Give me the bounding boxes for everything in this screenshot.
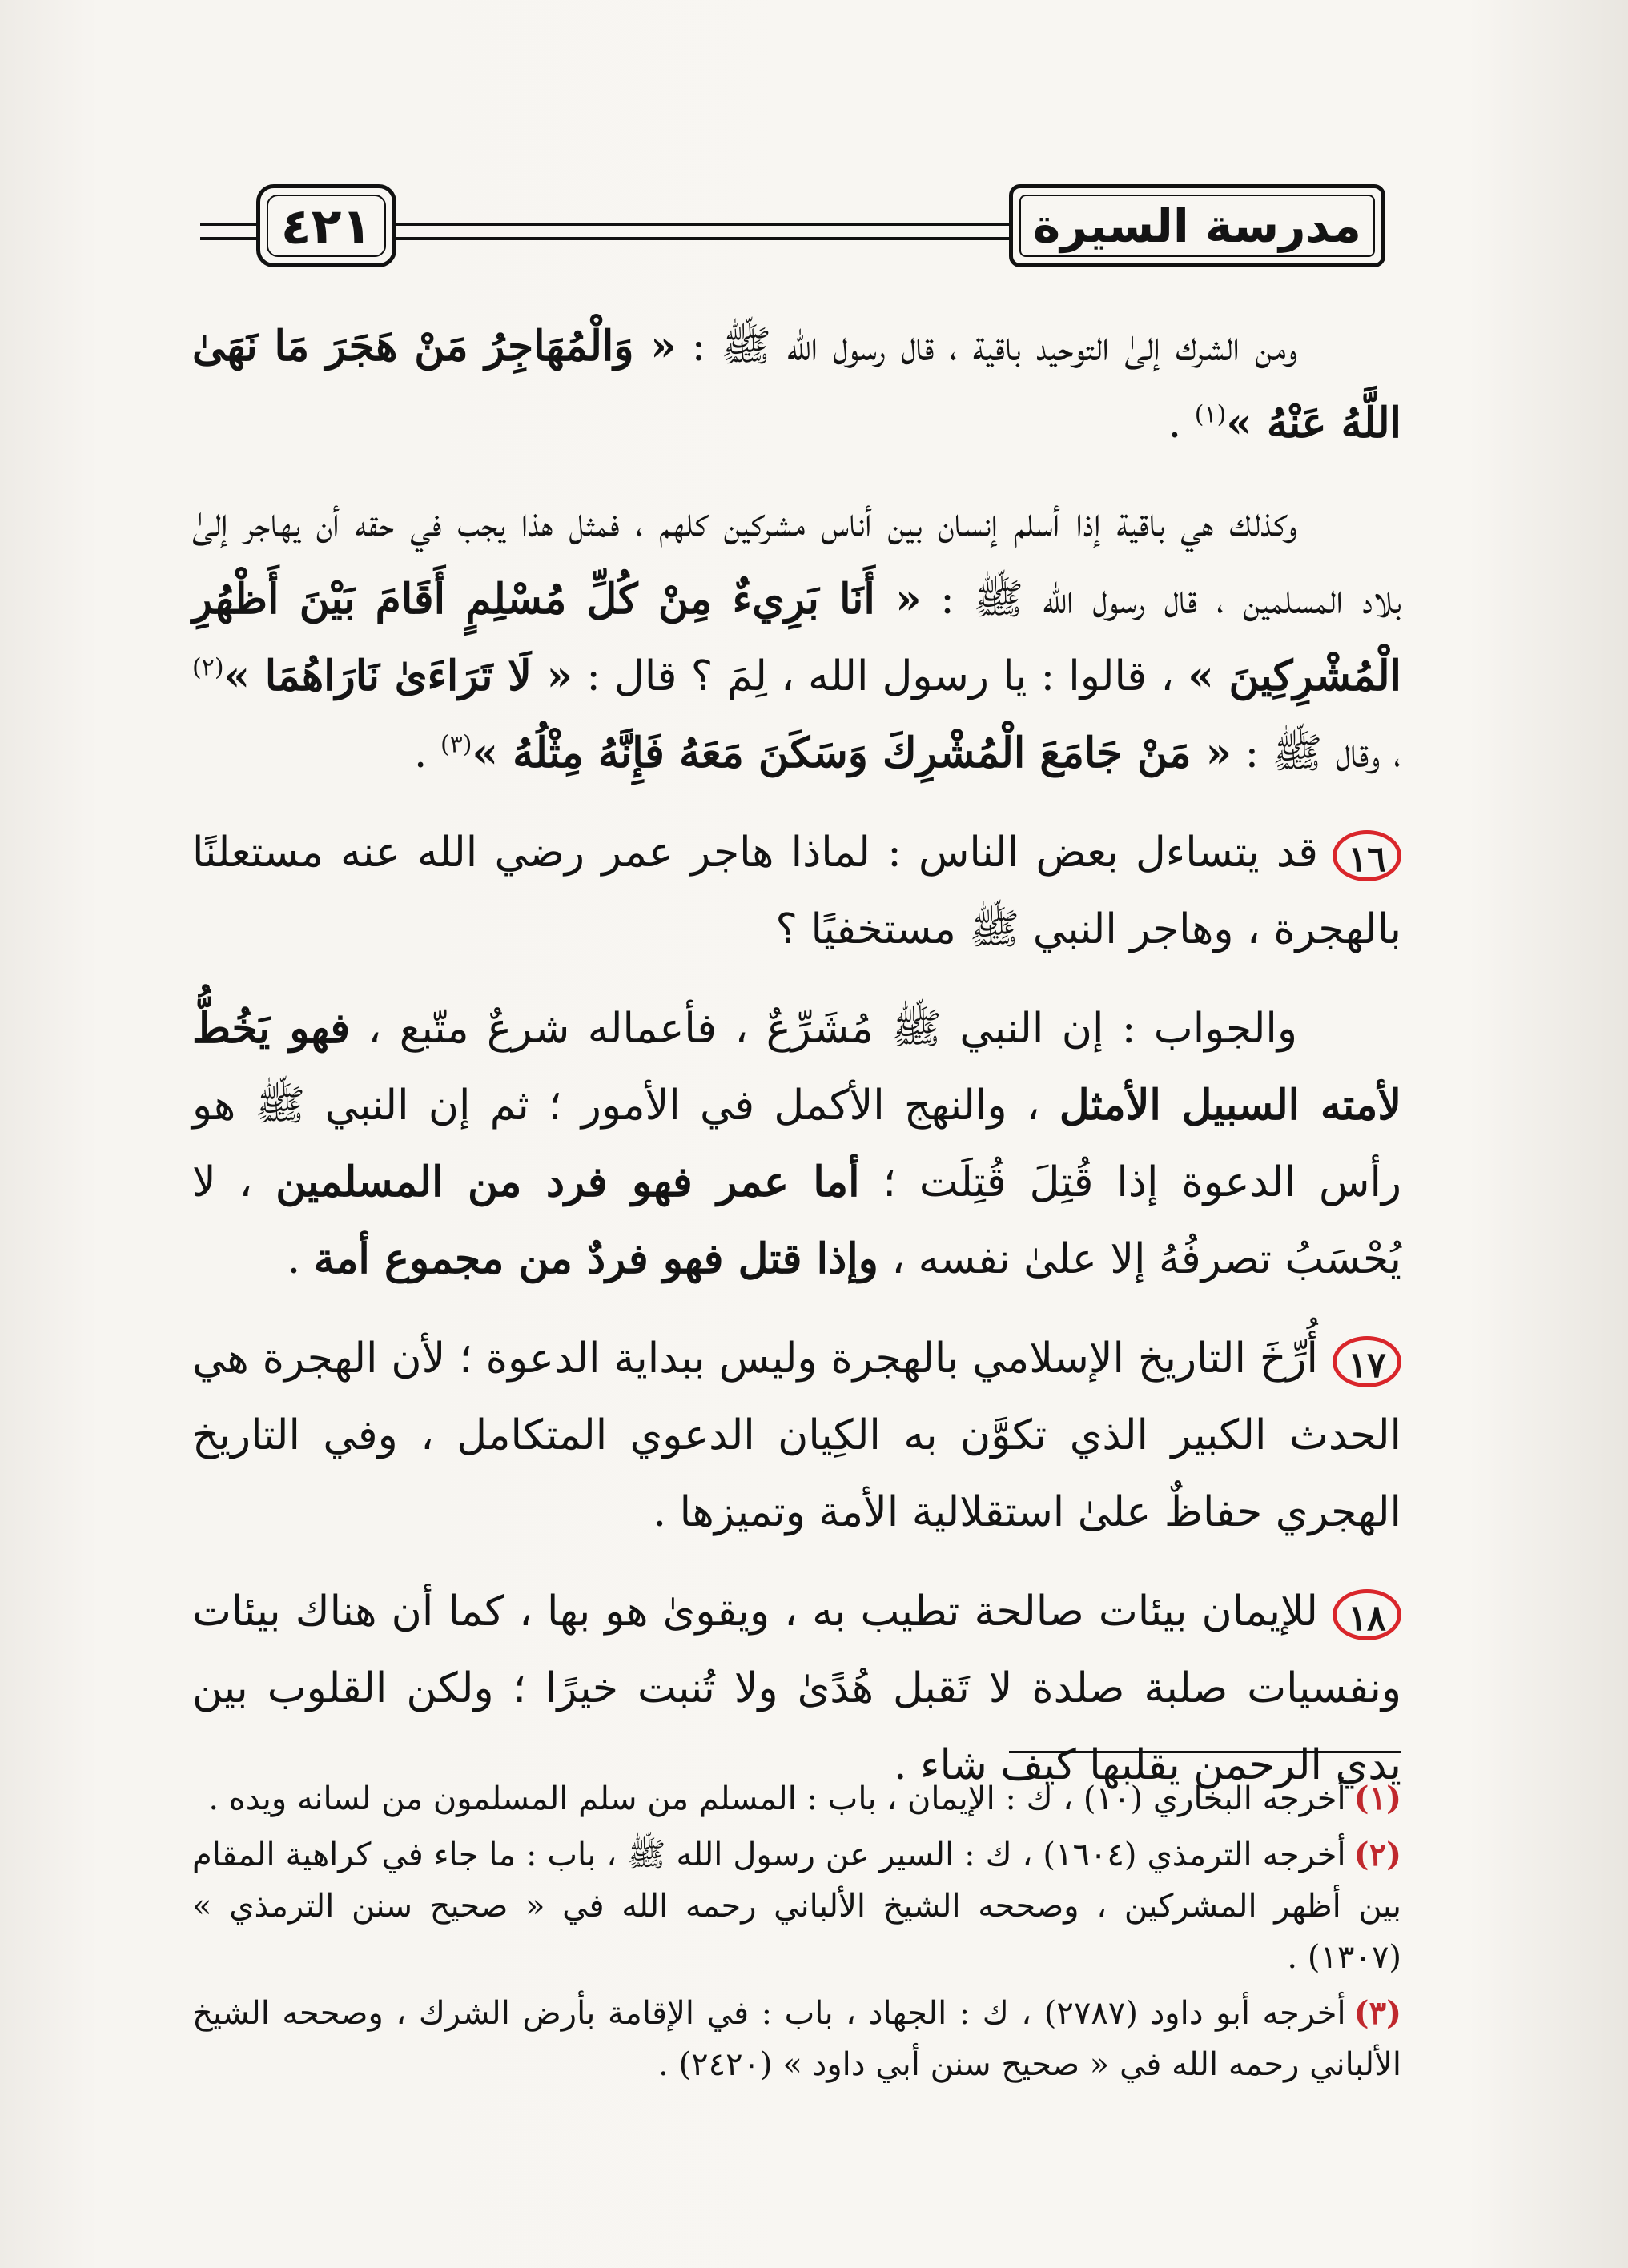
text-run: قد يتساءل بعض الناس : لماذا هاجر عمر رضي الله عنه مستعلنًا بالهجرة ، وهاجر النبي ﷺ مستخفيًا ؟ [192,829,1401,953]
page-number-frame [256,184,396,267]
footnote-ref[interactable]: (١) [1194,400,1227,429]
running-title: مدرسة السيرة [1033,199,1361,253]
hadith-quote: « أَنَا بَرِيءٌ مِنْ كُلِّ مُسْلِمٍ أَقَامَ بَيْنَ أَظْهُرِ الْمُشْرِكِينَ » [192,575,1401,700]
text-run: أُرِّخَ التاريخ الإسلامي بالهجرة وليس ببداية الدعوة ؛ لأن الهجرة هي الحدث الكبير الذي تكوَّن به الكِيان الدعوي المتكامل ، وفي التاريخ الهجري حفاظٌ علىٰ استقلالية الأمة وتميزها . [192,1335,1401,1536]
footnote [192,1829,1401,1983]
text-run: . [1168,399,1195,448]
text-run: للإيمان بيئات صالحة تطيب به ، ويقوىٰ هو بها ، كما أن هناك بيئات ونفسيات صلبة صلدة لا تَقبل هُدًىٰ ولا تُنبت خيرًا ؛ ولكن القلوب بين يدي الرحمن يقلبها كيف شاء . [192,1588,1401,1789]
page-header [200,184,1385,272]
text-run: ومن الشرك إلىٰ التوحيد باقية ، قال رسول الله ﷺ : [676,323,1297,371]
text-run: . [287,1235,314,1283]
text-run: ، قالوا : يا رسول الله ، لِمَ ؟ قال : [573,652,1188,700]
hadith-quote: وإذا قتل فهو فردٌ من مجموع أمة [313,1234,878,1283]
footnote [192,1988,1401,2090]
text-run: وكذلك هي باقية إذا أسلم إنسان بين أناس مشركين كلهم ، فمثل هذا يجب في حقه أن يهاجر إلىٰ بلاد المسلمين ، قال رسول الله ﷺ : [192,499,1401,624]
running-title-frame [1009,184,1385,267]
paragraph [192,484,1401,792]
paragraph [192,990,1401,1298]
footnote [192,1773,1401,1824]
point-number-badge: ١٨ [1333,1589,1401,1640]
footnote-text: أخرجه أبو داود (٢٧٨٧) ، ك : الجهاد ، باب : في الإقامة بأرض الشرك ، وصححه الشيخ الألباني رحمه الله في « صحيح سنن أبي داود » (٢٤٢٠) . [192,1995,1401,2083]
page-number: ٤٢١ [280,196,372,255]
footnote-text: أخرجه البخاري (١٠) ، ك : الإيمان ، باب : المسلم من سلم المسلمون من لسانه ويده . [208,1780,1346,1817]
hadith-quote: أما عمر فهو فرد من المسلمين [275,1158,860,1206]
numbered-point [192,1320,1401,1551]
numbered-point [192,814,1401,968]
hadith-quote: « مَنْ جَامَعَ الْمُشْرِكَ وَسَكَنَ مَعَهُ فَإِنَّهُ مِثْلُهُ » [472,729,1232,777]
footnote-ref[interactable]: (٢) [192,653,224,682]
text-run: ، وقال ﷺ : [1232,729,1401,777]
footnotes [192,1773,1401,2095]
footnote-text: أخرجه الترمذي (١٦٠٤) ، ك : السير عن رسول الله ﷺ ، باب : ما جاء في كراهية المقام بين أظهر المشركين ، وصححه الشيخ الألباني رحمه الله في « صحيح سنن الترمذي » (١٣٠٧) . [192,1836,1401,1976]
text-run: ، لا يُحْسَبُ تصرفُهُ إلا علىٰ نفسه ، [192,1158,1401,1283]
point-number-badge: ١٦ [1333,830,1401,881]
footnote-mark: (٢) [1353,1836,1401,1873]
footnote-mark: (١) [1353,1780,1401,1817]
footnote-separator [1009,1751,1401,1753]
text-run: . [413,729,440,777]
hadith-quote: فهو يَخُطُّ لأمته السبيل الأمثل [192,1004,1402,1130]
text-run: ، والنهج الأكمل في الأمور ؛ ثم إن النبي ﷺ هو رأس الدعوة إذا قُتِلَ قُتِلَت ؛ [192,1082,1402,1206]
numbered-point [192,1573,1401,1804]
footnote-ref[interactable]: (٣) [440,730,472,759]
main-text [192,308,1401,1826]
point-number-badge: ١٧ [1333,1336,1401,1387]
paragraph [192,308,1401,462]
hadith-quote: « لَا تَرَاءَىٰ نَارَاهُمَا » [223,652,573,700]
footnote-mark: (٣) [1353,1994,1402,2032]
hadith-quote: « وَالْمُهَاجِرُ مَنْ هَجَرَ مَا نَهَىٰ اللَّهُ عَنْهُ » [192,322,1401,448]
text-run: والجواب : إن النبي ﷺ مُشَرِّعٌ ، فأعماله شرعٌ متّبع ، [350,1005,1297,1053]
